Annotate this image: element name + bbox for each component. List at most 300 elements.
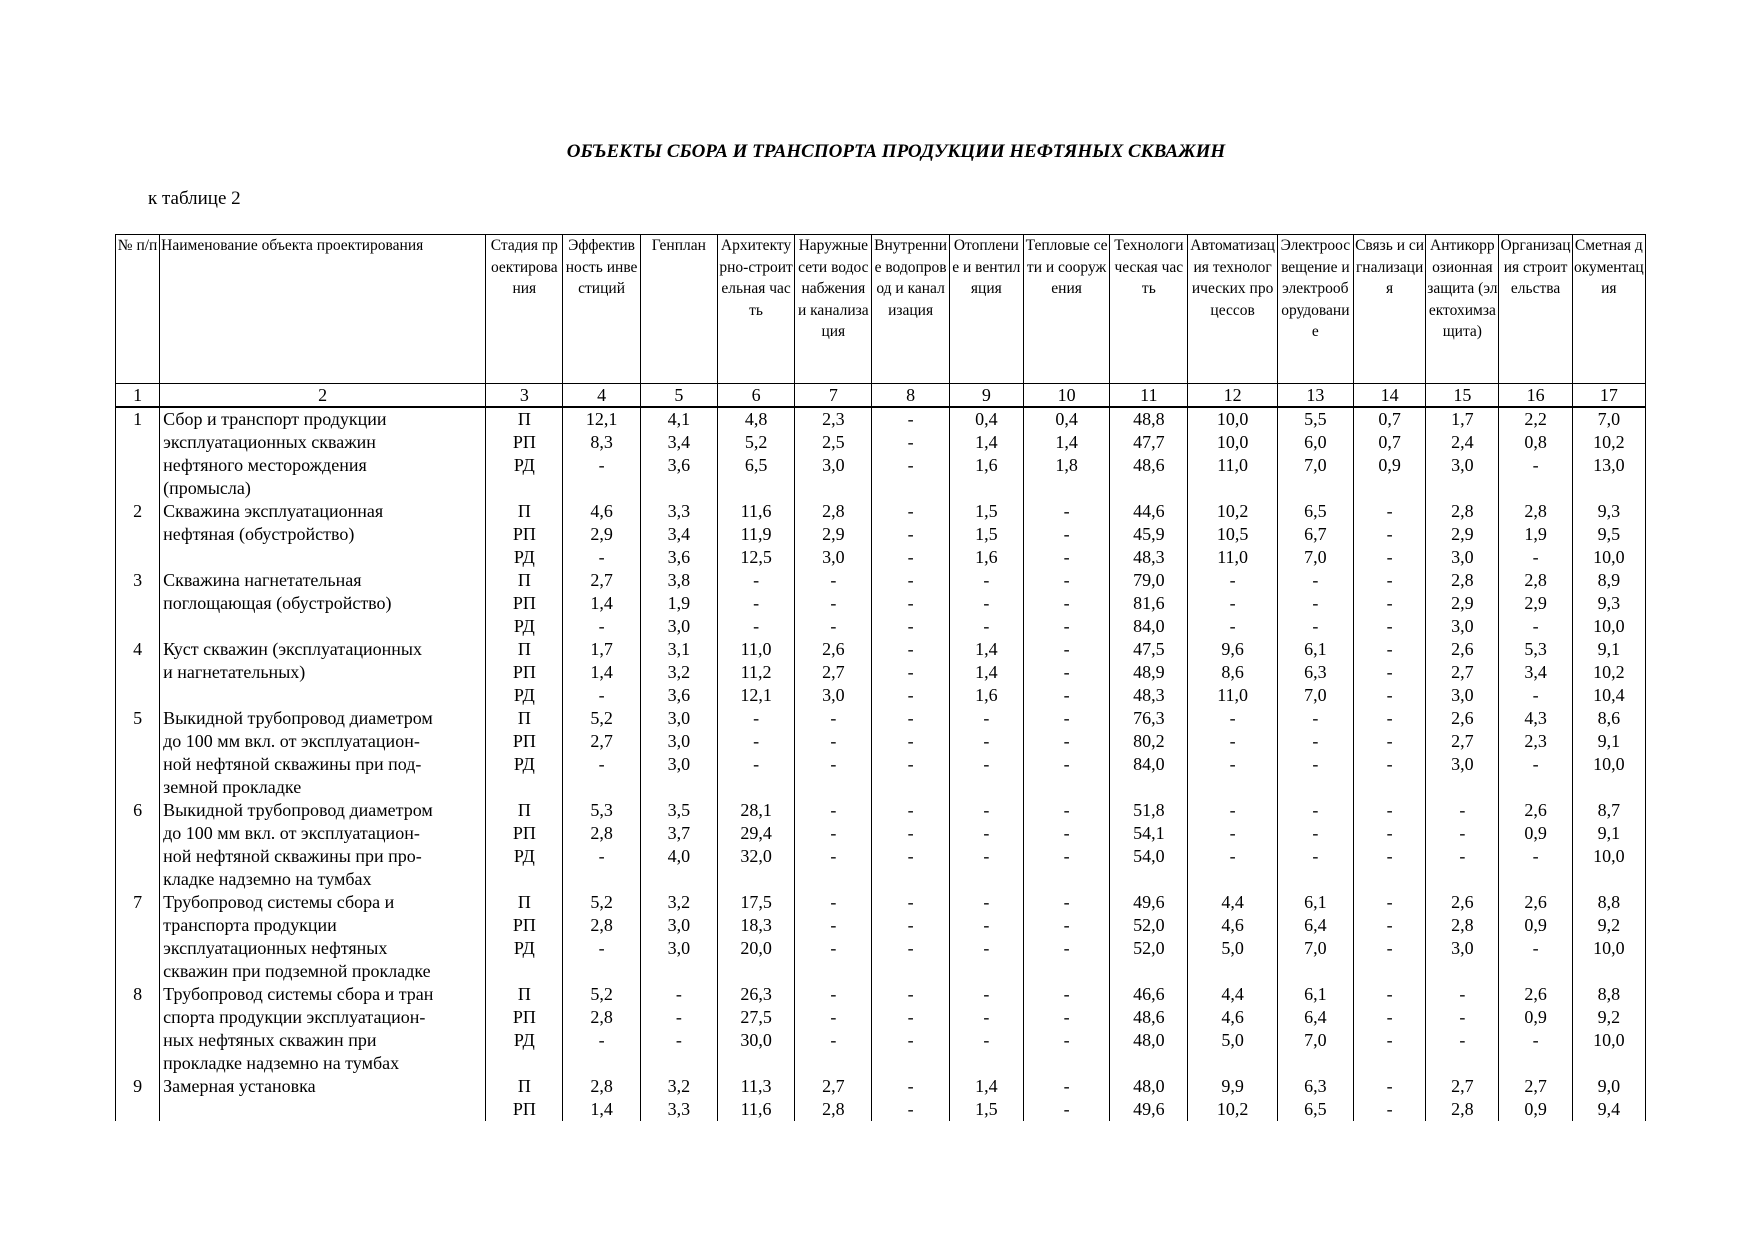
cell-value: - — [983, 892, 990, 912]
cell-value — [642, 1052, 716, 1075]
cell-value: - — [1386, 892, 1393, 912]
cell-value: - — [1229, 570, 1236, 590]
percentage-value — [1426, 500, 1499, 569]
object-name-line: ной нефтяной скважины при про- — [163, 846, 422, 866]
cell-value: 2,2 — [1524, 409, 1547, 429]
table-row — [116, 569, 1646, 638]
cell-value: 3,0 — [667, 731, 691, 751]
percentage-value — [1277, 891, 1353, 983]
cell-value: - — [1386, 593, 1393, 613]
percentage-value — [563, 799, 640, 891]
cell-value: 4,6 — [590, 501, 613, 521]
cell-value: - — [1063, 639, 1070, 659]
cell-value: 2,8 — [1451, 1099, 1474, 1119]
cell-value — [951, 776, 1022, 799]
object-name — [160, 569, 486, 638]
percentage-value — [795, 707, 872, 799]
cell-value: 3,2 — [667, 892, 691, 912]
column-number: 9 — [949, 384, 1023, 408]
cell-value: 3,6 — [667, 547, 691, 567]
cell-value: 2,9 — [1451, 593, 1474, 613]
cell-value: П — [517, 1076, 531, 1096]
percentage-value — [1499, 1075, 1572, 1121]
object-name-line: транспорта продукции — [163, 915, 337, 935]
cell-value: - — [675, 1007, 682, 1027]
cell-value: 2,8 — [590, 915, 613, 935]
cell-value: - — [1386, 800, 1393, 820]
cell-value: 3,2 — [667, 1076, 691, 1096]
cell-value: - — [830, 984, 837, 1004]
cell-value: 47,7 — [1133, 432, 1165, 452]
cell-value: - — [1459, 984, 1466, 1004]
percentage-value — [640, 799, 717, 891]
cell-value: - — [983, 1030, 990, 1050]
cell-value: - — [1063, 593, 1070, 613]
cell-value: - — [753, 731, 760, 751]
cell-value: - — [907, 616, 914, 636]
column-header: № п/п — [116, 235, 160, 384]
cell-value: 10,0 — [1593, 846, 1625, 866]
cell-value: - — [983, 593, 990, 613]
cell-value: 7,0 — [1304, 1030, 1327, 1050]
cell-value: РП — [512, 915, 536, 935]
cost-distribution-table — [115, 234, 1646, 1121]
percentage-value — [872, 1075, 949, 1121]
cell-value: 7,0 — [1304, 547, 1327, 567]
cell-value: П — [517, 800, 531, 820]
cell-value: 3,0 — [667, 708, 691, 728]
cell-value — [951, 477, 1022, 500]
percentage-value — [872, 983, 949, 1075]
percentage-value — [1110, 707, 1188, 799]
object-name-line: Сбор и транспорт продукции — [163, 409, 387, 429]
cell-value: 9,3 — [1597, 501, 1621, 521]
row-number: 1 — [116, 407, 160, 500]
percentage-value — [717, 569, 794, 638]
cell-value: 3,6 — [667, 685, 691, 705]
cell-value — [873, 1052, 947, 1075]
cell-value: 11,2 — [740, 662, 772, 682]
cell-value: - — [1229, 754, 1236, 774]
percentage-value — [1188, 983, 1277, 1075]
percentage-value — [640, 569, 717, 638]
cell-value — [1279, 960, 1352, 983]
cell-value: 27,5 — [740, 1007, 772, 1027]
object-name-line: Трубопровод системы сбора и тран — [163, 984, 434, 1004]
cell-value: 54,0 — [1133, 846, 1165, 866]
cell-value — [719, 477, 793, 500]
cell-value: 9,9 — [1221, 1076, 1244, 1096]
percentage-value — [1499, 500, 1572, 569]
cell-value — [1279, 1052, 1352, 1075]
cell-value: - — [1312, 800, 1319, 820]
cell-value: - — [598, 938, 605, 958]
cell-value: 4,1 — [667, 409, 691, 429]
cell-value: 10,0 — [1593, 938, 1625, 958]
cell-value: - — [1532, 938, 1539, 958]
cell-value: - — [907, 1007, 914, 1027]
cell-value: 4,4 — [1221, 892, 1244, 912]
column-header: Антикоррозионная защита (электохимзащита) — [1426, 235, 1499, 384]
cell-value: 1,7 — [590, 639, 613, 659]
row-number: 8 — [116, 983, 160, 1075]
table-body — [116, 407, 1646, 1121]
object-name — [160, 799, 486, 891]
percentage-value — [1353, 1075, 1425, 1121]
column-header: Наружные сети водоснабжения и канализация — [795, 235, 872, 384]
percentage-value — [1110, 500, 1188, 569]
cell-value: - — [1386, 1007, 1393, 1027]
cell-value: 7,0 — [1304, 455, 1327, 475]
cell-value: - — [983, 616, 990, 636]
cell-value: 2,7 — [822, 662, 845, 682]
cell-value: 8,8 — [1597, 984, 1621, 1004]
cell-value: 80,2 — [1133, 731, 1165, 751]
cell-value: - — [907, 984, 914, 1004]
object-name-line: ной нефтяной скважины при под- — [163, 754, 422, 774]
cell-value: 11,3 — [740, 1076, 772, 1096]
cell-value: 13,0 — [1593, 455, 1625, 475]
cell-value: - — [1312, 593, 1319, 613]
percentage-value — [1426, 707, 1499, 799]
percentage-value — [872, 707, 949, 799]
cell-value — [1025, 868, 1108, 891]
cell-value: 4,6 — [1221, 915, 1244, 935]
cell-value — [1189, 868, 1275, 891]
cell-value: 3,1 — [667, 639, 691, 659]
percentage-value — [1188, 407, 1277, 500]
cell-value — [1500, 477, 1570, 500]
column-number: 7 — [795, 384, 872, 408]
cell-value: РП — [512, 823, 536, 843]
percentage-value — [717, 707, 794, 799]
cell-value: - — [1063, 616, 1070, 636]
cell-value: 1,7 — [1451, 409, 1474, 429]
cell-value — [796, 477, 870, 500]
cell-value: 3,0 — [1451, 754, 1474, 774]
percentage-value — [949, 891, 1023, 983]
percentage-value — [795, 799, 872, 891]
cell-value: 32,0 — [740, 846, 772, 866]
cell-value: - — [1063, 984, 1070, 1004]
cell-value: - — [907, 731, 914, 751]
object-name — [160, 407, 486, 500]
cell-value — [1574, 477, 1644, 500]
cell-value: 2,8 — [590, 1076, 613, 1096]
percentage-value — [1023, 569, 1109, 638]
cell-value: - — [983, 823, 990, 843]
cell-value — [1279, 477, 1352, 500]
cell-value: 5,2 — [590, 892, 613, 912]
column-header: Автоматизация технологических процессов — [1188, 235, 1277, 384]
cell-value: 10,4 — [1593, 685, 1625, 705]
cell-value: 6,7 — [1304, 524, 1327, 544]
cell-value: 10,0 — [1593, 547, 1625, 567]
cell-value — [1111, 776, 1186, 799]
percentage-value — [795, 407, 872, 500]
percentage-value — [795, 983, 872, 1075]
cell-value: - — [1459, 800, 1466, 820]
cell-value: 47,5 — [1133, 639, 1165, 659]
cell-value: - — [907, 639, 914, 659]
percentage-value — [563, 1075, 640, 1121]
cell-value: 6,5 — [744, 455, 768, 475]
object-name-line: Куст скважин (эксплуатационных — [163, 639, 422, 659]
cell-value — [564, 477, 638, 500]
percentage-value — [1426, 1075, 1499, 1121]
cell-value: РП — [512, 662, 536, 682]
cell-value: - — [598, 754, 605, 774]
percentage-value — [1110, 407, 1188, 500]
cell-value: - — [830, 1007, 837, 1027]
cell-value: 84,0 — [1133, 754, 1165, 774]
cell-value — [1025, 776, 1108, 799]
object-name — [160, 983, 486, 1075]
column-number: 3 — [486, 384, 563, 408]
cell-value: - — [1063, 547, 1070, 567]
row-number: 7 — [116, 891, 160, 983]
cell-value: 2,9 — [1451, 524, 1474, 544]
cell-value: 5,2 — [590, 984, 613, 1004]
cell-value: - — [1386, 708, 1393, 728]
cell-value — [487, 776, 561, 799]
cell-value: 2,5 — [822, 432, 845, 452]
cell-value — [1427, 1052, 1497, 1075]
cell-value: 1,8 — [1055, 455, 1078, 475]
percentage-value — [563, 638, 640, 707]
cell-value: - — [907, 524, 914, 544]
percentage-value — [1353, 891, 1425, 983]
cell-value: - — [1386, 1076, 1393, 1096]
cell-value: 49,6 — [1133, 1099, 1165, 1119]
table-row — [116, 983, 1646, 1075]
percentage-value — [1110, 891, 1188, 983]
percentage-value — [1023, 500, 1109, 569]
cell-value: - — [1386, 547, 1393, 567]
cell-value: - — [1386, 501, 1393, 521]
cell-value: - — [1532, 455, 1539, 475]
percentage-value — [1188, 500, 1277, 569]
percentage-value — [1188, 707, 1277, 799]
cell-value: 2,6 — [1451, 639, 1474, 659]
cell-value: 1,4 — [975, 662, 998, 682]
row-number: 4 — [116, 638, 160, 707]
percentage-value — [1023, 707, 1109, 799]
cell-value: 29,4 — [740, 823, 772, 843]
cell-value: 2,8 — [1524, 570, 1547, 590]
cell-value — [487, 868, 561, 891]
cell-value: 4,8 — [744, 409, 768, 429]
percentage-value — [1277, 569, 1353, 638]
cell-value: 3,4 — [667, 432, 691, 452]
cell-value: 9,5 — [1597, 524, 1621, 544]
cell-value: 48,3 — [1133, 685, 1165, 705]
percentage-value — [1023, 1075, 1109, 1121]
object-name-line: до 100 мм вкл. от эксплуатацион- — [163, 731, 420, 751]
cell-value: - — [830, 892, 837, 912]
cell-value: 0,9 — [1524, 1099, 1547, 1119]
cell-value: - — [1063, 708, 1070, 728]
object-name-line: прокладке надземно на тумбах — [163, 1053, 400, 1073]
cell-value — [873, 477, 947, 500]
cell-value: - — [1063, 1076, 1070, 1096]
cell-value: П — [517, 708, 531, 728]
cell-value: 4,3 — [1524, 708, 1547, 728]
cell-value: - — [983, 570, 990, 590]
cell-value: - — [907, 685, 914, 705]
cell-value — [1111, 868, 1186, 891]
percentage-value — [1499, 638, 1572, 707]
object-name-line: Замерная установка — [163, 1076, 316, 1096]
cell-value: 5,0 — [1221, 1030, 1244, 1050]
cell-value: 8,8 — [1597, 892, 1621, 912]
cell-value: - — [1063, 501, 1070, 521]
object-name — [160, 500, 486, 569]
cell-value: - — [1063, 685, 1070, 705]
cell-value: 7,0 — [1304, 938, 1327, 958]
cell-value — [1189, 776, 1275, 799]
cell-value: 45,9 — [1133, 524, 1165, 544]
cell-value: РД — [513, 754, 535, 774]
percentage-value — [872, 799, 949, 891]
object-name-line: скважин при подземной прокладке — [163, 961, 431, 981]
cell-value: - — [1063, 570, 1070, 590]
object-name-line: земной прокладке — [163, 777, 302, 797]
cell-value: 3,0 — [822, 685, 845, 705]
cell-value — [796, 776, 870, 799]
cell-value: - — [907, 892, 914, 912]
column-number: 6 — [717, 384, 794, 408]
cell-value: - — [1386, 731, 1393, 751]
percentage-value — [949, 1075, 1023, 1121]
cell-value: 1,4 — [975, 1076, 998, 1096]
cell-value — [796, 1052, 870, 1075]
cell-value: - — [1229, 731, 1236, 751]
cell-value: 2,8 — [1524, 501, 1547, 521]
cell-value: - — [907, 1076, 914, 1096]
cell-value: - — [907, 432, 914, 452]
cell-value: - — [1532, 754, 1539, 774]
percentage-value — [1353, 707, 1425, 799]
cell-value: - — [1386, 915, 1393, 935]
cell-value: - — [907, 846, 914, 866]
cell-value: 2,7 — [1451, 662, 1474, 682]
table-row — [116, 891, 1646, 983]
percentage-value — [1277, 799, 1353, 891]
percentage-value — [563, 983, 640, 1075]
cell-value: 3,5 — [667, 800, 691, 820]
cell-value: 10,0 — [1593, 616, 1625, 636]
document-title: ОБЪЕКТЫ СБОРА И ТРАНСПОРТА ПРОДУКЦИИ НЕФТЯНЫХ СКВАЖИН — [566, 141, 1226, 162]
cell-value — [642, 960, 716, 983]
cell-value — [796, 868, 870, 891]
column-header: Сметная документация — [1572, 235, 1645, 384]
cell-value: - — [1386, 846, 1393, 866]
cell-value: - — [1063, 800, 1070, 820]
cell-value — [642, 776, 716, 799]
design-stage — [486, 983, 563, 1075]
percentage-value — [563, 500, 640, 569]
cell-value: П — [517, 639, 531, 659]
cell-value: - — [907, 1099, 914, 1119]
cell-value: - — [598, 685, 605, 705]
cell-value: 5,2 — [744, 432, 768, 452]
cell-value: - — [1312, 570, 1319, 590]
design-stage — [486, 500, 563, 569]
cell-value: - — [1063, 1030, 1070, 1050]
cell-value — [1355, 868, 1424, 891]
percentage-value — [949, 799, 1023, 891]
cell-value: - — [1386, 754, 1393, 774]
percentage-value — [563, 891, 640, 983]
row-number: 5 — [116, 707, 160, 799]
object-name — [160, 891, 486, 983]
percentage-value — [795, 638, 872, 707]
percentage-value — [1277, 707, 1353, 799]
percentage-value — [717, 1075, 794, 1121]
cell-value: 51,8 — [1133, 800, 1165, 820]
cell-value — [1355, 960, 1424, 983]
cell-value: 6,3 — [1304, 662, 1327, 682]
cell-value: 10,2 — [1593, 432, 1625, 452]
cell-value: - — [598, 547, 605, 567]
cell-value: - — [907, 823, 914, 843]
cell-value — [951, 960, 1022, 983]
cell-value — [796, 960, 870, 983]
column-number: 10 — [1023, 384, 1109, 408]
cell-value: - — [1063, 1007, 1070, 1027]
object-name-line: и нагнетательных) — [163, 662, 306, 682]
percentage-value — [1426, 638, 1499, 707]
cell-value: 6,4 — [1304, 1007, 1327, 1027]
cell-value: - — [1459, 846, 1466, 866]
cell-value — [1574, 868, 1644, 891]
cell-value: - — [1459, 1030, 1466, 1050]
object-name — [160, 638, 486, 707]
percentage-value — [640, 707, 717, 799]
percentage-value — [795, 891, 872, 983]
cell-value: - — [1532, 547, 1539, 567]
design-stage — [486, 638, 563, 707]
percentage-value — [563, 569, 640, 638]
cell-value: - — [907, 938, 914, 958]
cell-value: 4,6 — [1221, 1007, 1244, 1027]
cell-value: П — [517, 501, 531, 521]
percentage-value — [1499, 799, 1572, 891]
cell-value: - — [830, 846, 837, 866]
cell-value: 48,6 — [1133, 455, 1165, 475]
cell-value: 7,0 — [1597, 409, 1621, 429]
percentage-value — [640, 891, 717, 983]
cell-value: 9,1 — [1597, 823, 1621, 843]
cell-value — [1500, 960, 1570, 983]
percentage-value — [1572, 407, 1645, 500]
cell-value: РП — [512, 1099, 536, 1119]
cell-value: - — [907, 754, 914, 774]
cell-value — [1427, 868, 1497, 891]
cell-value — [564, 960, 638, 983]
cell-value — [1111, 477, 1186, 500]
cell-value: 1,4 — [590, 593, 613, 613]
cell-value: - — [1532, 846, 1539, 866]
percentage-value — [1110, 799, 1188, 891]
percentage-value — [1353, 500, 1425, 569]
cell-value — [719, 960, 793, 983]
cell-value — [1427, 960, 1497, 983]
cell-value — [642, 477, 716, 500]
cell-value: - — [1312, 616, 1319, 636]
percentage-value — [949, 707, 1023, 799]
